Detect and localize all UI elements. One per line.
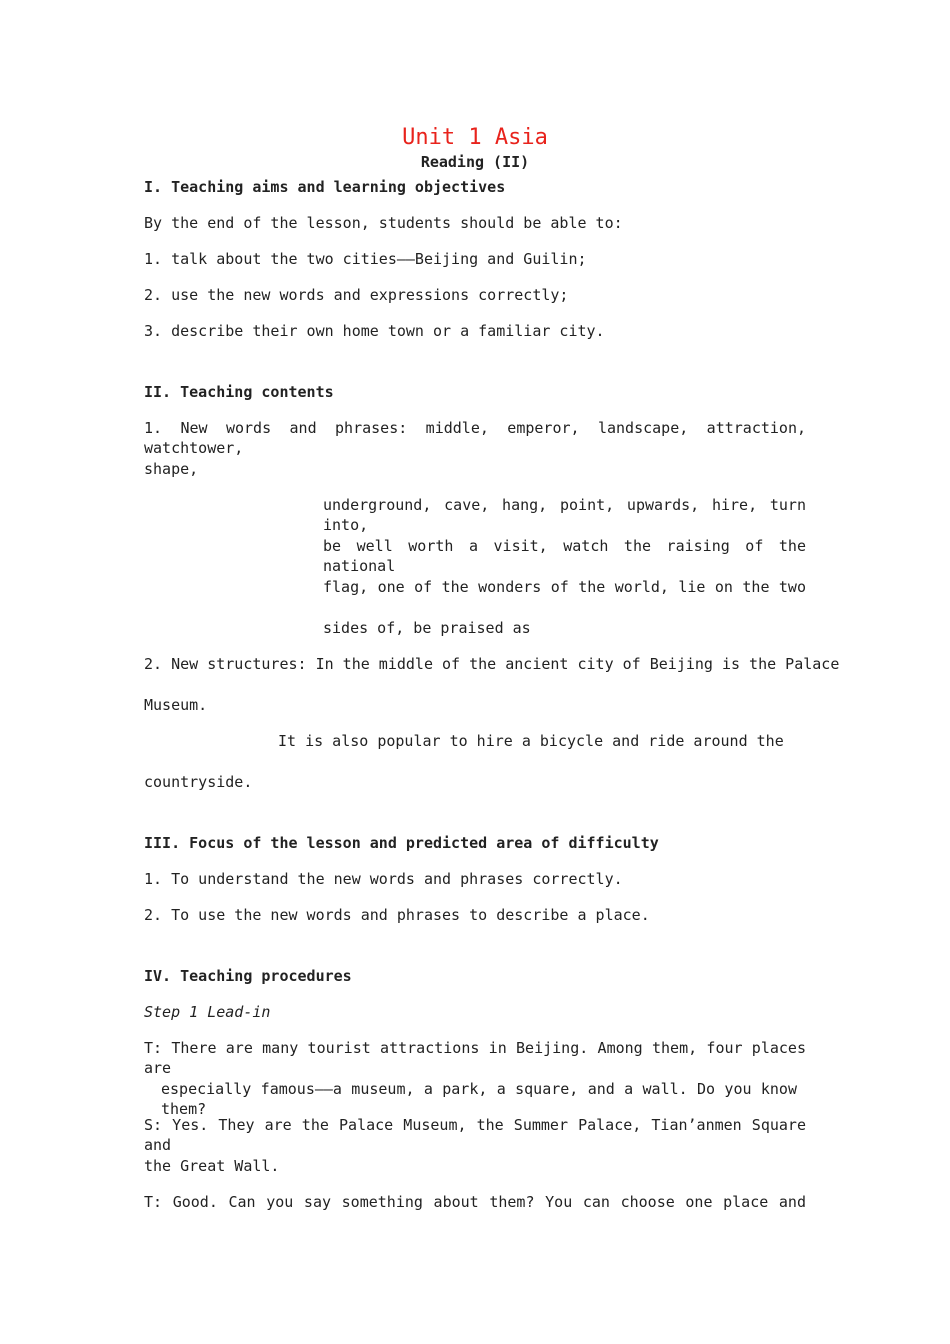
step-heading: Step 1 Lead-in [144, 1003, 271, 1021]
new-words-line: 1. New words and phrases: middle, emperor, landscape, attraction, watchtower, [144, 419, 806, 457]
page-title: Unit 1 Asia [402, 125, 548, 150]
section-heading-focus: III. Focus of the lesson and predicted area of difficulty [144, 834, 659, 852]
new-structures-line: 2. New structures: In the middle of the ancient city of Beijing is the Palace [144, 655, 840, 673]
section-heading-procedures: IV. Teaching procedures [144, 967, 352, 985]
section-heading-contents: II. Teaching contents [144, 383, 334, 401]
new-words-line: shape, [144, 460, 199, 478]
new-words-line: sides of, be praised as [323, 619, 531, 637]
aims-item: 1. talk about the two cities——Beijing and Guilin; [144, 250, 587, 268]
page-subtitle: Reading (II) [420, 153, 530, 171]
dialogue-line: T: Good. Can you say something about them? You can choose one place and [144, 1193, 806, 1211]
new-words-line: underground, cave, hang, point, upwards, hire, turn into, [323, 496, 806, 534]
new-words-line: be well worth a visit, watch the raising of the national [323, 537, 806, 575]
dialogue-line: the Great Wall. [144, 1157, 280, 1175]
new-structures-line: countryside. [144, 773, 253, 791]
section-heading-aims: I. Teaching aims and learning objectives [144, 178, 506, 196]
aims-item: 3. describe their own home town or a familiar city. [144, 322, 605, 340]
dialogue-line: S: Yes. They are the Palace Museum, the Summer Palace, Tian’anmen Square and [144, 1116, 806, 1154]
new-structures-line: It is also popular to hire a bicycle and ride around the [278, 732, 784, 750]
new-structures-line: Museum. [144, 696, 208, 714]
dialogue-line: especially famous——a museum, a park, a square, and a wall. Do you know them? [161, 1080, 797, 1118]
aims-intro: By the end of the lesson, students should be able to: [144, 214, 623, 232]
aims-item: 2. use the new words and expressions correctly; [144, 286, 569, 304]
focus-item: 2. To use the new words and phrases to describe a place. [144, 906, 650, 924]
new-words-line: flag, one of the wonders of the world, lie on the two [323, 578, 806, 596]
focus-item: 1. To understand the new words and phrases correctly. [144, 870, 623, 888]
dialogue-line: T: There are many tourist attractions in Beijing. Among them, four places are [144, 1039, 806, 1077]
